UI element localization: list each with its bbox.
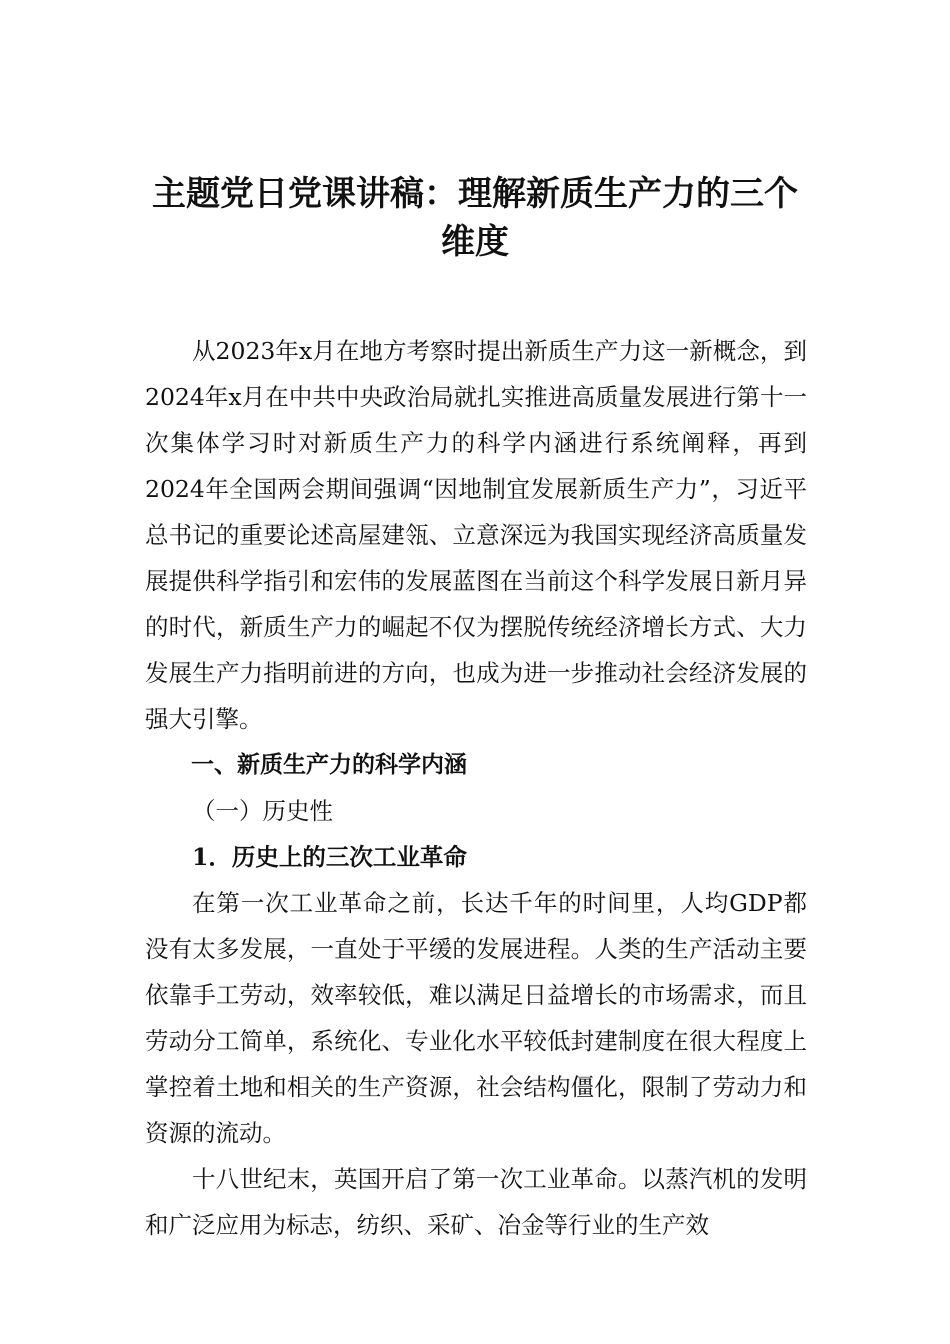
sub-subsection-heading: 1．历史上的三次工业革命 (192, 843, 467, 871)
section-heading-1: 一、新质生产力的科学内涵 (191, 752, 467, 778)
subsection-heading: （一）历史性 (192, 797, 333, 825)
intro-paragraph: 从2023年x月在地方考察时提出新质生产力这一新概念，到2024年x月在中共中央政治局就扎实推进高质量发展进行第十一次集体学习时对新质生产力的科学内涵进行系统阐释，再到2024年全国两会期间强调“因地制宜发展新质生产力”，习近平总书记的重要论述高屋建瓴、立意深远为我国实现经济高质量发展提供科学指引和宏伟的发展蓝图在当前这个科学发展日新月异的时代，新质生产力的崛起不仅为摆脱传统经济增长方式、大力发展生产力指明前进的方向，也成为进一步推动社会经济发展的强大引擎。 (145, 337, 807, 733)
document-body (145, 328, 807, 1248)
document-title: 主题党日党课讲稿：理解新质生产力的三个维度 (152, 174, 798, 262)
body-paragraph-3: 十八世纪末，英国开启了第一次工业革命。以蒸汽机的发明和广泛应用为标志，纺织、采矿、冶金等行业的生产效 (145, 1165, 807, 1239)
body-paragraph-2: 在第一次工业革命之前，长达千年的时间里，人均GDP都没有太多发展，一直处于平缓的发展进程。人类的生产活动主要依靠手工劳动，效率较低，难以满足日益增长的市场需求，而且劳动分工简单，系统化、专业化水平较低封建制度在很大程度上掌控着土地和相关的生产资源，社会结构僵化，限制了劳动力和资源的流动。 (145, 889, 807, 1147)
